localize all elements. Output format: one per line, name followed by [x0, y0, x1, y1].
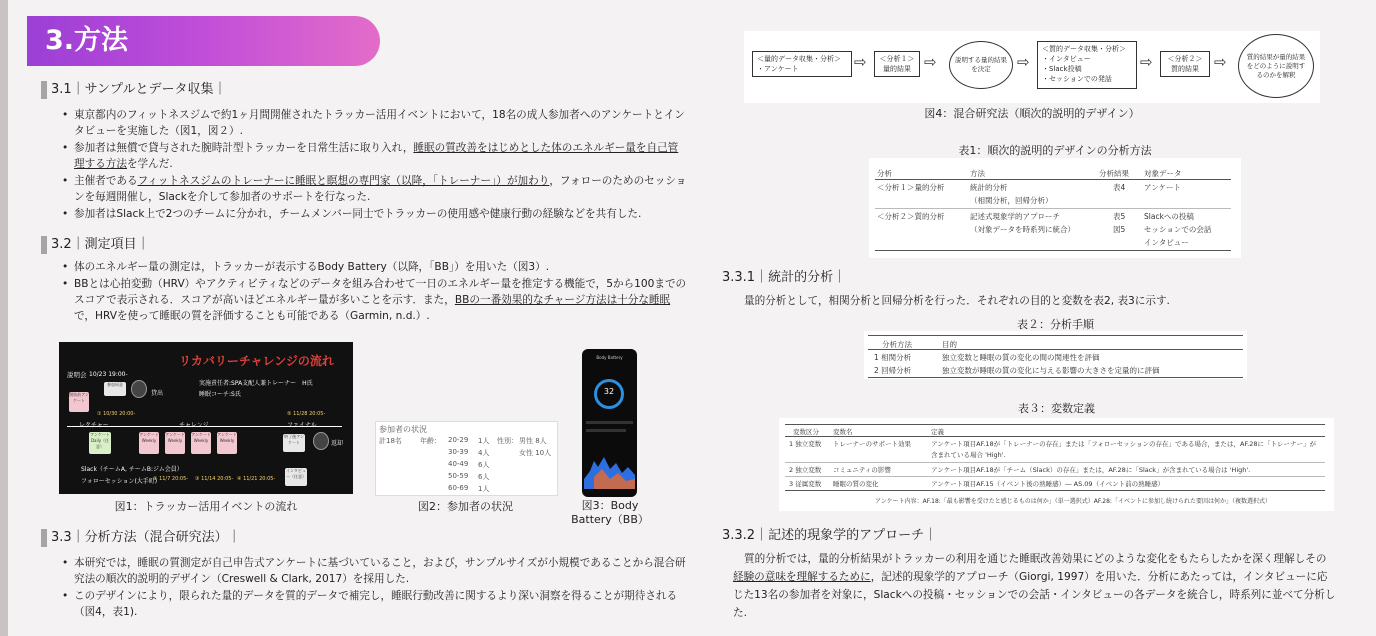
table-rule: [868, 377, 1243, 378]
paragraph-3-3-1: 量的分析として，相関分析と回帰分析を行った．それぞれの目的と変数を表2, 表3に示す.: [744, 295, 1170, 307]
flow-box: [874, 51, 920, 77]
label: ① 10/30 20:00-: [97, 411, 136, 417]
sex-count: 男性 8人: [519, 437, 547, 445]
app-title: Body Battery: [596, 355, 623, 360]
table-header: 分析: [877, 169, 892, 178]
label: [179, 420, 209, 429]
table-header: 分析方法: [882, 340, 912, 349]
table-cell: アンケート: [1144, 183, 1182, 192]
text: ＜量的データ収集・分析＞: [757, 55, 841, 63]
survey-box: アンケートWeekly: [139, 432, 159, 454]
table-cell: 表4: [1113, 183, 1126, 192]
table-rule: [785, 490, 1325, 491]
list-item: [62, 206, 688, 222]
heading-3-3-2: 3.3.2｜記述的現象学的アプローチ｜: [722, 528, 938, 543]
label: 10/23 19:00-: [89, 371, 128, 378]
timeline-line: [67, 426, 342, 427]
figure-4-caption: 図4：混合研究法（順次的説明的デザイン）: [924, 107, 1140, 120]
flow-oval: 質的結果が量的結果をどのように説明するのかを解釈: [1238, 34, 1314, 98]
consent-box: 参加同意: [104, 382, 126, 396]
table-cell: 統計的分析: [970, 183, 1008, 192]
survey-box: アンケートWeekly: [165, 432, 185, 454]
table-cell: ＜分析２＞質的分析: [877, 212, 945, 221]
text: ＜質的データ収集・分析＞: [1042, 45, 1126, 53]
figure-3-body-battery-screenshot: [582, 349, 637, 497]
age-count: 6人: [478, 461, 490, 469]
table-rule: [868, 349, 1243, 350]
label: 説明会: [67, 371, 87, 379]
age-range: 60-69: [448, 484, 469, 492]
text: BBとは心拍変動（HRV）やアクティビティなどのデータを組み合わせて一日のエネルギー量を推定する機能で，5から100までのスコアで表示される．スコアが高いほどエネルギー量が多いことを示す．また，: [74, 278, 687, 306]
text: 量的結果: [883, 65, 911, 73]
underlined-text: 経験の意味を理解するために: [733, 571, 871, 583]
arrow-icon: ⇨: [854, 53, 867, 71]
sex-label: 性別：: [497, 437, 518, 445]
table-cell: 2 回帰分析: [874, 366, 912, 375]
label: 貸出: [151, 390, 164, 397]
section-title: 3.方法: [27, 16, 380, 66]
list-item: [62, 276, 688, 324]
text: ・アンケート: [757, 65, 799, 73]
table-cell: 2 独立変数: [789, 466, 822, 474]
table-rule: [875, 250, 1231, 251]
table-header: 変数区分: [793, 428, 819, 436]
table-cell: コミュニティの影響: [833, 466, 891, 474]
table-note: アンケート内容：AF.18:「最も影響を受けたと感じるものは何か」（単一選択式）AF.28:「イベントに参加し続けられた要因は何か」（複数選択式）: [875, 498, 1271, 505]
table-cell: ＜分析１＞量的分析: [877, 183, 945, 192]
list-3-2: [62, 259, 688, 325]
text: ＜分析１＞: [879, 55, 915, 63]
age-count: 1人: [478, 437, 490, 445]
arrow-icon: ⇨: [1214, 53, 1227, 71]
table-cell: アンケート項目AF.18が「トレーナーの存在」または「フォローセッションの存在」である場合，または，AF.28に「トレーナー」が含まれている場合 'High'.: [931, 440, 1316, 459]
label: ③ 11/14 20:05-: [195, 476, 234, 482]
table-header: 対象データ: [1144, 169, 1182, 178]
flow-box: [1037, 41, 1137, 89]
section-marker: [41, 236, 47, 254]
table-rule: [785, 436, 1325, 437]
list-item: [62, 259, 688, 275]
text: このデザインにより，限られた量的データを質的データで補完し，睡眠行動改善に関するより深い洞察を得ることが期待される（図4，表1).: [74, 590, 678, 618]
survey-box: アンケートDaily（任意）: [89, 432, 111, 454]
table-header: 変数名: [833, 428, 853, 436]
table-cell: アンケート項目AF.18が「チーム（Slack）の存在」または，AF.28に「Slack」が含まれている場合は 'High'.: [931, 466, 1251, 474]
table-cell: Slackへの投稿: [1144, 212, 1194, 221]
label: [79, 420, 109, 429]
age-count: 1人: [478, 485, 490, 493]
text: 東京都内のフィットネスジムで約1ヶ月間開催されたトラッカー活用イベントにおいて，18名の成人参加者へのアンケートとインタビューを実施した（図1，図２）.: [74, 109, 686, 137]
table-3: [779, 418, 1334, 511]
table-rule: [785, 462, 1325, 463]
heading-3-2: 3.2｜測定項目｜: [51, 237, 150, 252]
table-cell: アンケート項目AF.15（イベント後の熟睡感）― AS.09（イベント前の熟睡感）: [931, 480, 1165, 488]
survey-box: アンケートWeekly: [191, 432, 211, 454]
age-range: 20-29: [448, 436, 469, 444]
table-cell: トレーナーのサポート効果: [833, 440, 911, 448]
table-cell: （相関分析，回帰分析）: [970, 196, 1053, 205]
survey-box: 開始前アンケート: [69, 392, 89, 412]
list-item: [62, 588, 688, 620]
table-cell: セッションでの会話: [1144, 225, 1212, 234]
text: 主催者である: [74, 175, 138, 187]
table-cell: 図5: [1113, 225, 1126, 234]
table-header: 方法: [970, 169, 985, 178]
age-label: 年齢：: [420, 437, 441, 445]
table-header: 目的: [942, 340, 957, 349]
age-range: 30-39: [448, 448, 469, 456]
table-cell: インタビュー: [1144, 238, 1189, 247]
survey-box: アンケートWeekly: [217, 432, 237, 454]
heading-3-3-1: 3.3.1｜統計的分析｜: [722, 270, 847, 285]
text: ・インタビュー: [1042, 55, 1091, 63]
left-edge-bar: [0, 0, 8, 636]
table-cell: 1 独立変数: [789, 440, 822, 448]
flow-box: [752, 51, 852, 77]
age-range: 40-49: [448, 460, 469, 468]
label: 返却: [331, 440, 344, 447]
info-line: [586, 429, 626, 432]
table-cell: 表5: [1113, 212, 1126, 221]
text: 参加者はSlack上で2つのチームに分かれ，チームメンバー同士でトラッカーの使用感や健康行動の経験などを共有した.: [74, 208, 642, 220]
table-header: 定義: [931, 428, 944, 436]
paragraph-3-3-2: [733, 550, 1336, 622]
age-count: 4人: [478, 449, 490, 457]
figure-2-caption: 図2：参加者の状況: [418, 500, 513, 513]
list-item: [62, 555, 688, 587]
sex-count: 女性 10人: [519, 449, 552, 457]
label: 実施責任者:SPA支配人兼トレーナー H氏: [199, 380, 313, 387]
label: ⑤ 11/28 20:05-: [287, 411, 326, 417]
section-marker: [41, 81, 47, 99]
age-range: 50-59: [448, 472, 469, 480]
table-2: [864, 331, 1247, 379]
text: で，HRVを使って睡眠の質を評価することも可能である（Garmin, n.d.）.: [74, 310, 430, 322]
age-count: 6人: [478, 473, 490, 481]
underlined-text: BBの一番効果的なチャージ方法は十分な睡眠: [454, 294, 671, 306]
info-line: [586, 421, 633, 424]
table-cell: 3 従属変数: [789, 480, 822, 488]
list-3-1: [62, 107, 688, 223]
text: ，フォローのためのセッションを毎週開催し，Slackを介して参加者のサポートを行なった.: [74, 175, 687, 203]
table-rule: [785, 476, 1325, 477]
table-1: [869, 158, 1241, 258]
label: フォローセッション(大手町): [81, 478, 158, 485]
table-rule: [875, 179, 1231, 180]
survey-box: 終了後アンケート: [283, 434, 305, 452]
section-marker: [41, 529, 47, 547]
label: Slack（チームA, チームB:ジム会員）: [81, 466, 183, 473]
figure-1-caption: 図1：トラッカー活用イベントの流れ: [114, 500, 298, 513]
text: を学んだ.: [126, 158, 173, 170]
arrow-icon: ⇨: [924, 53, 937, 71]
table-cell: 記述式現象学的アプローチ: [970, 212, 1060, 221]
label: 睡眠コーチ:S氏: [199, 391, 241, 398]
figure-1-event-flow: [59, 342, 353, 494]
table-cell: 1 相関分析: [874, 353, 912, 362]
watch-icon: [313, 432, 329, 450]
text: ・セッションでの発話: [1042, 75, 1112, 83]
figure-2-participants: [375, 421, 558, 496]
list-item: [62, 107, 688, 139]
list-3-3: [62, 555, 688, 621]
gauge-value: 32: [603, 387, 615, 396]
text: ，記述的現象学的アプローチ（Giorgi, 1997）を用いた．分析にあたっては，インタビューに応じた13名の参加者を対象に，Slackへの投稿・セッションでの会話・インタビューの各データを統合し，時系列に並べて分析した.: [733, 571, 1336, 619]
text: 体のエネルギー量の測定は，トラッカーが表示するBody Battery（以降，「BB」）を用いた（図3）.: [74, 261, 550, 273]
text: ＜分析２＞: [1167, 55, 1203, 63]
underlined-text: 睡眠の質改善をはじめとした体のエネルギー量を自己管理する方法: [74, 142, 679, 170]
figure-title: リカバリーチャレンジの流れ: [179, 354, 334, 368]
text: 本研究では，睡眠の質測定が自己申告式アンケートに基づいていること，および，サンプルサイズが小規模であることから混合研究法の順次的説明的デザイン（Creswell & Clark, 2017）を採用した.: [74, 557, 686, 585]
text: 質的分析では，量的分析結果がトラッカーの利用を通じた睡眠改善効果にどのような変化をもたらしたかを深く理解しその: [744, 553, 1327, 565]
label: ② 11/7 20:05-: [153, 476, 189, 482]
heading-3-1: 3.1｜サンプルとデータ収集｜: [51, 82, 227, 97]
list-item: [62, 140, 688, 172]
figure-3-caption: 図3：Body Battery（BB）: [571, 499, 649, 526]
arrow-icon: ⇨: [1017, 53, 1030, 71]
table-cell: 睡眠の質の変化: [833, 480, 879, 488]
label: ④ 11/21 20:05-: [237, 476, 276, 482]
total-label: 計18名: [379, 437, 402, 445]
table-rule: [868, 335, 1243, 336]
figure-head: 参加者の状況: [379, 425, 427, 434]
text: 質的結果: [1171, 65, 1199, 73]
flow-oval: 説明する量的結果を決定: [949, 41, 1013, 89]
table-rule: [875, 208, 1231, 209]
watch-icon: [131, 380, 147, 398]
heading-3-3: 3.3｜分析方法（混合研究法）｜: [51, 530, 241, 545]
underlined-text: フィットネスジムのトレーナーに睡眠と瞑想の専門家（以降，「トレーナー」）が加わり: [137, 175, 550, 187]
table-header: 分析結果: [1099, 169, 1129, 178]
text: 参加者は無償で貸与された腕時計型トラッカーを日常生活に取り入れ，: [74, 142, 414, 154]
battery-chart: [584, 449, 635, 489]
interview-box: インタビュー（任意）: [285, 468, 307, 486]
table-cell: 独立変数と睡眠の質の変化の間の関連性を評価: [942, 353, 1100, 362]
table-3-caption: 表３：変数定義: [1018, 402, 1095, 415]
text: ・Slack投稿: [1042, 65, 1082, 73]
table-cell: （対象データを時系列に統合）: [970, 225, 1075, 234]
flow-box: [1160, 51, 1210, 77]
figure-4-mixed-methods: [744, 31, 1320, 103]
table-1-caption: 表1：順次的説明的デザインの分析方法: [958, 144, 1152, 157]
table-2-caption: 表２：分析手順: [1017, 318, 1094, 331]
list-item: [62, 173, 688, 205]
arrow-icon: ⇨: [1140, 53, 1153, 71]
label: [287, 420, 317, 429]
table-cell: 独立変数が睡眠の質の変化に与える影響の大きさを定量的に評価: [942, 366, 1160, 375]
table-rule: [785, 424, 1325, 425]
